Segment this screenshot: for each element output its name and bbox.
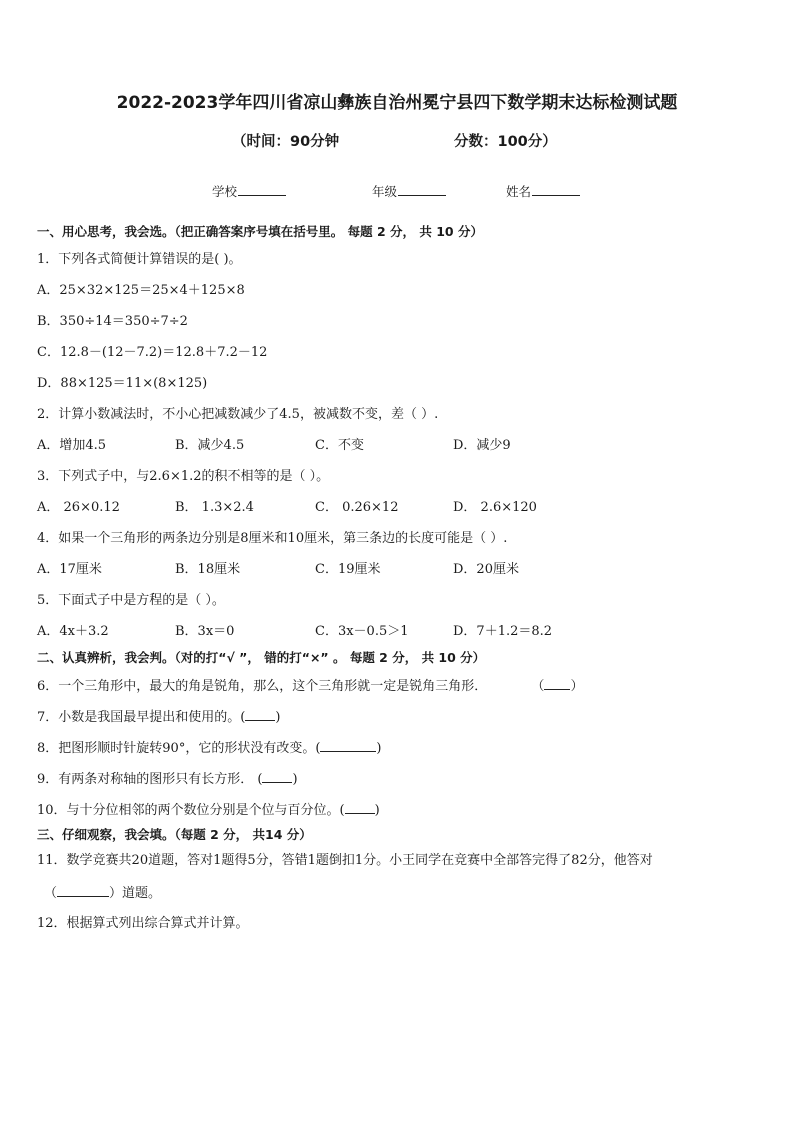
- q5-option-d: D．7＋1.2＝8.2: [453, 624, 553, 639]
- q7-close: ): [275, 710, 281, 725]
- q3-option-c: C． 0.26×12: [315, 500, 399, 515]
- question-9-text: 9．有两条对称轴的图形只有长方形． (: [37, 772, 263, 787]
- question-4: 4．如果一个三角形的两条边分别是8厘米和10厘米，第三条边的长度可能是（ ）.: [37, 531, 508, 546]
- q2-option-c: C．不变: [315, 438, 364, 453]
- q5-option-c: C．3x－0.5＞1: [315, 624, 409, 639]
- q10-close: ): [374, 803, 380, 818]
- grade-blank[interactable]: [398, 183, 446, 196]
- q3-option-d: D． 2.6×120: [453, 500, 537, 515]
- q4-option-d: D．20厘米: [453, 562, 519, 577]
- q7-answer-blank[interactable]: [245, 708, 275, 721]
- name-label: 姓名: [506, 184, 532, 199]
- grade-label: 年级: [372, 184, 398, 199]
- q3-option-a: A． 26×0.12: [37, 500, 120, 515]
- name-field: [506, 182, 580, 200]
- school-blank[interactable]: [238, 183, 286, 196]
- q1-option-b: B．350÷14＝350÷7÷2: [37, 314, 188, 329]
- question-11-line-1: 11．数学竞赛共20道题，答对1题得5分，答错1题倒扣1分。小王同学在竞赛中全部答完得了82分，他答对: [37, 853, 653, 868]
- school-label: 学校: [212, 184, 238, 199]
- question-10: [37, 801, 380, 819]
- question-7: [37, 708, 280, 726]
- exam-score: 分数：100分）: [454, 134, 557, 150]
- q11-open: （: [44, 886, 58, 901]
- q9-answer-blank[interactable]: [262, 770, 292, 783]
- q11-rest: ）道题。: [109, 886, 162, 901]
- q2-option-b: B．减少4.5: [175, 438, 245, 453]
- q8-close: ): [376, 741, 382, 756]
- q10-answer-blank[interactable]: [345, 801, 375, 814]
- q5-option-b: B．3x＝0: [175, 624, 235, 639]
- question-7-text: 7．小数是我国最早提出和使用的。(: [37, 710, 246, 725]
- q1-option-c: C．12.8－(12－7.2)＝12.8＋7.2－12: [37, 345, 268, 360]
- question-9: [37, 770, 298, 788]
- question-11-line-2: [44, 884, 161, 902]
- q11-answer-blank[interactable]: [57, 884, 109, 897]
- page-title: 2022-2023学年四川省凉山彝族自治州冕宁县四下数学期末达标检测试题: [116, 93, 678, 113]
- section-2-heading: 二、认真辨析，我会判。（对的打“√ ”， 错的打“×” 。 每题 2 分， 共 10 分）: [37, 650, 486, 665]
- q3-option-b: B． 1.3×2.4: [175, 500, 254, 515]
- q9-close: ): [292, 772, 298, 787]
- q4-option-a: A．17厘米: [37, 562, 102, 577]
- question-8-text: 8．把图形顺时针旋转90°，它的形状没有改变。(: [37, 741, 321, 756]
- q6-close: ）: [570, 679, 584, 694]
- exam-time: （时间：90分钟: [232, 134, 340, 150]
- q5-option-a: A．4x＋3.2: [37, 624, 109, 639]
- question-8: [37, 739, 381, 757]
- section-3-heading: 三、仔细观察，我会填。（每题 2 分， 共14 分）: [37, 827, 312, 842]
- question-2: 2．计算小数减法时，不小心把减数减少了4.5，被减数不变，差（ ）.: [37, 407, 439, 422]
- q4-option-c: C．19厘米: [315, 562, 381, 577]
- question-10-text: 10．与十分位相邻的两个数位分别是个位与百分位。(: [37, 803, 345, 818]
- q1-option-d: D．88×125＝11×(8×125): [37, 376, 208, 391]
- q2-option-d: D．减少9: [453, 438, 511, 453]
- school-field: [212, 182, 286, 200]
- q6-open: （: [531, 679, 545, 694]
- name-blank[interactable]: [532, 183, 580, 196]
- grade-field: [372, 182, 446, 200]
- q1-option-a: A．25×32×125＝25×4＋125×8: [37, 283, 245, 298]
- question-1: 1．下列各式简便计算错误的是( )。: [37, 252, 242, 267]
- question-6: [37, 677, 583, 695]
- section-1-heading: 一、用心思考，我会选。（把正确答案序号填在括号里。 每题 2 分， 共 10 分）: [37, 224, 483, 239]
- question-12: 12．根据算式列出综合算式并计算。: [37, 916, 249, 931]
- q8-answer-blank[interactable]: [320, 739, 376, 752]
- question-3: 3．下列式子中，与2.6×1.2的积不相等的是（ ）。: [37, 469, 330, 484]
- question-6-text: 6．一个三角形中，最大的角是锐角，那么，这个三角形就一定是锐角三角形．: [37, 679, 488, 694]
- q6-answer-blank[interactable]: [544, 677, 570, 690]
- question-5: 5．下面式子中是方程的是（ ）。: [37, 593, 225, 608]
- q4-option-b: B．18厘米: [175, 562, 241, 577]
- q2-option-a: A．增加4.5: [37, 438, 107, 453]
